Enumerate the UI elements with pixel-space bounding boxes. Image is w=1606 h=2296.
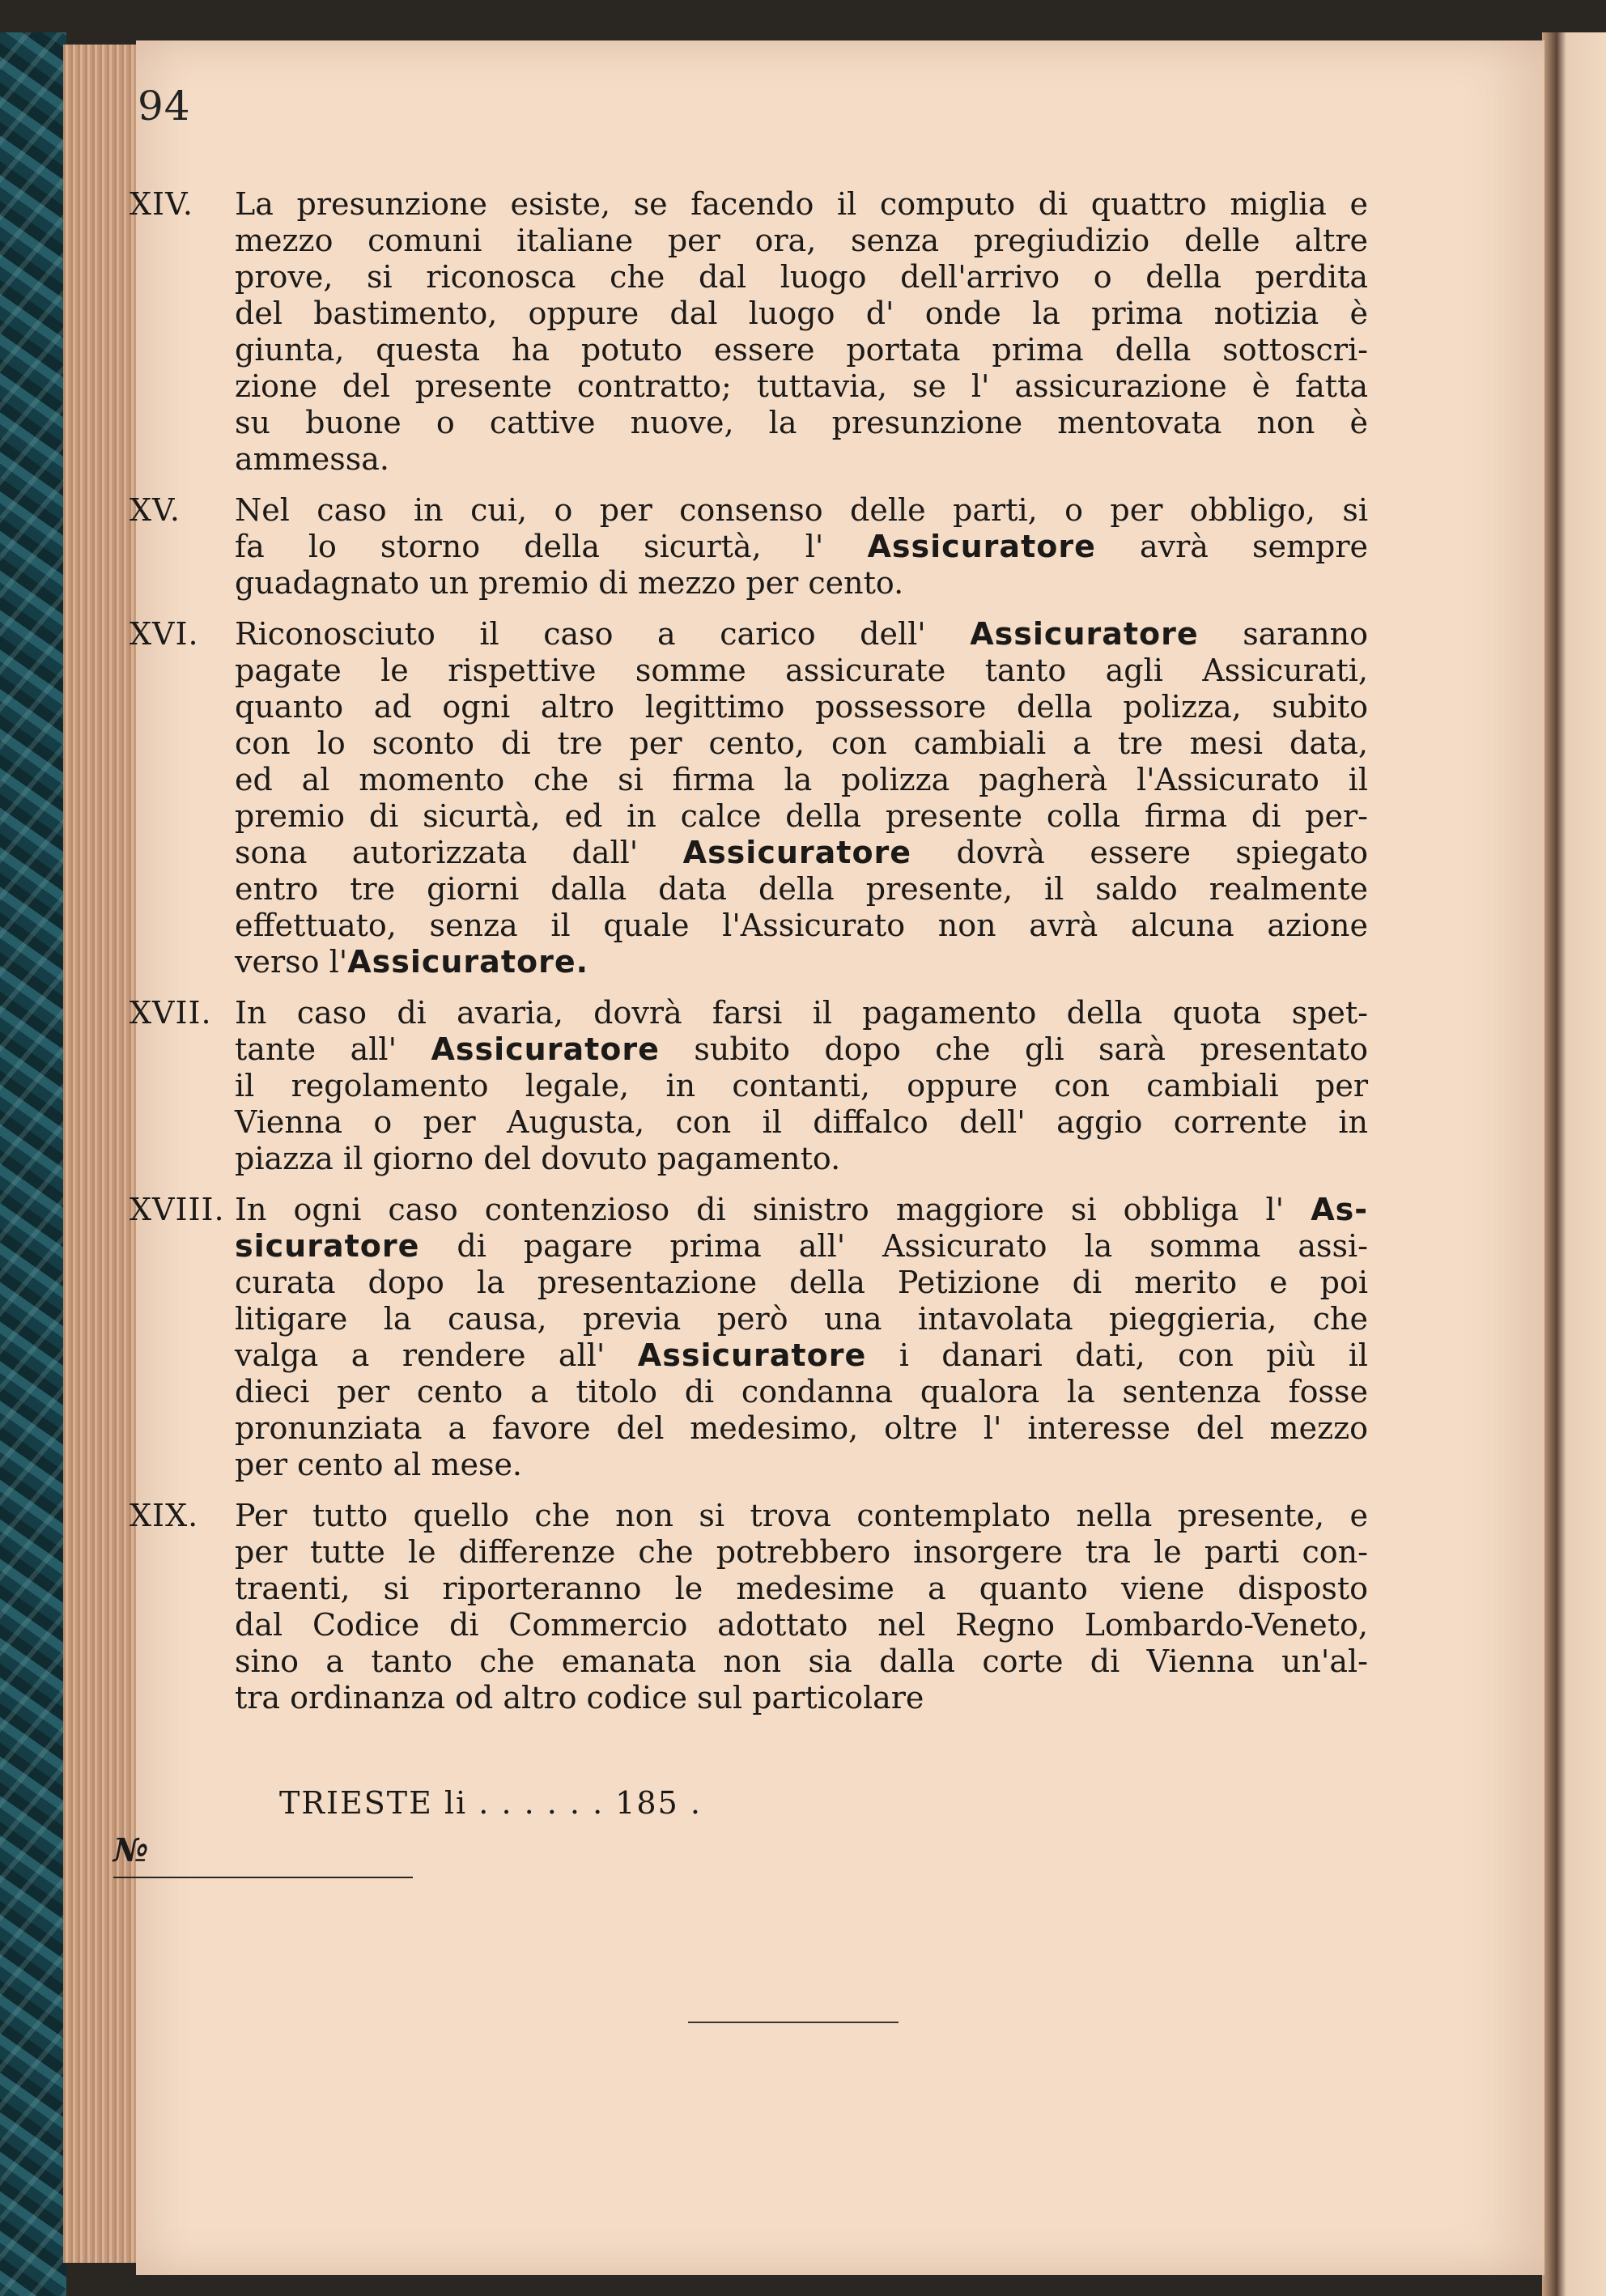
article	[130, 1498, 1368, 1716]
article-line: zione del presente contratto; tuttavia, se l' assicurazione è fatta	[235, 368, 1368, 404]
article-line: su buone o cattive nuove, la presunzione mentovata non è	[235, 405, 1368, 440]
article-line: valga a rendere all' Assicuratore i danari dati, con più il	[235, 1337, 1368, 1373]
article-line: ed al momento che si firma la polizza pagherà l'Assicurato il	[235, 762, 1368, 797]
assicuratore-term: Assicuratore	[970, 616, 1199, 652]
article	[130, 995, 1368, 1177]
article-line: Vienna o per Augusta, con il diffalco dell' aggio corrente in	[235, 1104, 1368, 1140]
article-text	[235, 492, 1368, 602]
article-line: effettuato, senza il quale l'Assicurato non avrà alcuna azione	[235, 908, 1368, 943]
article-line: La presunzione esiste, se facendo il computo di quattro miglia e	[235, 186, 1368, 222]
article-line: litigare la causa, previa però una intavolata pieggieria, che	[235, 1301, 1368, 1337]
article	[130, 186, 1368, 478]
article-line: Nel caso in cui, o per consenso delle parti, o per obbligo, si	[235, 492, 1368, 528]
article-line: con lo sconto di tre per cento, con cambiali a tre mesi data,	[235, 725, 1368, 761]
assicuratore-term: Assicuratore	[637, 1337, 867, 1373]
article-line: per cento al mese.	[235, 1447, 523, 1482]
article	[130, 1192, 1368, 1483]
article-text	[235, 995, 1368, 1177]
article-line: tante all' Assicuratore subito dopo che gli sarà presentato	[235, 1031, 1368, 1067]
book-gutter	[1542, 32, 1606, 2296]
article-numeral: XIX.	[130, 1498, 199, 1533]
article-line: entro tre giorni dalla data della presente, il saldo realmente	[235, 871, 1368, 907]
article-text	[235, 616, 1368, 980]
article-line: Riconosciuto il caso a carico dell' Assicuratore saranno	[235, 616, 1368, 652]
assicuratore-term: Assicuratore	[431, 1031, 660, 1067]
assicuratore-term: Assicuratore.	[347, 944, 589, 980]
articles-list	[130, 186, 1368, 1731]
article-line: il regolamento legale, in contanti, oppure con cambiali per	[235, 1068, 1368, 1103]
article	[130, 492, 1368, 602]
article-line: premio di sicurtà, ed in calce della presente colla firma di per-	[235, 798, 1368, 834]
signature-rule	[113, 1877, 413, 1878]
end-rule	[688, 2022, 899, 2023]
article-line: traenti, si riporteranno le medesime a quanto viene disposto	[235, 1571, 1368, 1606]
article-text	[235, 1192, 1368, 1483]
closing-place-date: TRIESTE li . . . . . . 185 .	[279, 1785, 702, 1821]
article-line: dieci per cento a titolo di condanna qualora la sentenza fosse	[235, 1374, 1368, 1409]
article-line: In caso di avaria, dovrà farsi il pagamento della quota spet-	[235, 995, 1368, 1031]
article-line: fa lo storno della sicurtà, l' Assicuratore avrà sempre	[235, 529, 1368, 564]
article-numeral: XVIII.	[130, 1192, 225, 1227]
article-line: curata dopo la presentazione della Petizione di merito e poi	[235, 1265, 1368, 1300]
article-line: Per tutto quello che non si trova contemplato nella presente, e	[235, 1498, 1368, 1533]
article-line: sona autorizzata dall' Assicuratore dovrà essere spiegato	[235, 835, 1368, 870]
article-line: dal Codice di Commercio adottato nel Regno Lombardo-Veneto,	[235, 1607, 1368, 1643]
article-text	[235, 1498, 1368, 1716]
page-number: 94	[138, 83, 191, 130]
article	[130, 616, 1368, 980]
article-text	[235, 186, 1368, 478]
page-edges	[63, 45, 138, 2263]
article-line: pronunziata a favore del medesimo, oltre l' interesse del mezzo	[235, 1410, 1368, 1446]
article-line: pagate le rispettive somme assicurate tanto agli Assicurati,	[235, 653, 1368, 688]
number-sign: №	[113, 1831, 149, 1869]
article-line: mezzo comuni italiane per ora, senza pregiudizio delle altre	[235, 223, 1368, 258]
article-numeral: XIV.	[130, 186, 193, 222]
article-line: del bastimento, oppure dal luogo d' onde la prima notizia è	[235, 296, 1368, 331]
assicuratore-term: As-	[1311, 1192, 1368, 1227]
article-line: sicuratore di pagare prima all' Assicurato la somma assi-	[235, 1228, 1368, 1264]
assicuratore-term: Assicuratore	[682, 835, 912, 870]
article-numeral: XV.	[130, 492, 181, 528]
article-line: sino a tanto che emanata non sia dalla corte di Vienna un'al-	[235, 1643, 1368, 1679]
article-line: In ogni caso contenzioso di sinistro maggiore si obbliga l' As-	[235, 1192, 1368, 1227]
article-line: ammessa.	[235, 441, 389, 477]
article-line: prove, si riconosca che dal luogo dell'arrivo o della perdita	[235, 259, 1368, 295]
assicuratore-term: Assicuratore	[867, 529, 1096, 564]
article-line: piazza il giorno del dovuto pagamento.	[235, 1141, 841, 1176]
article-line: quanto ad ogni altro legittimo possessore della polizza, subito	[235, 689, 1368, 725]
article-line: tra ordinanza od altro codice sul particolare	[235, 1680, 924, 1716]
assicuratore-term: sicuratore	[235, 1228, 420, 1264]
marbled-cover-edge	[0, 32, 66, 2296]
article-line: verso l'Assicuratore.	[235, 944, 589, 980]
article-line: per tutte le differenze che potrebbero insorgere tra le parti con-	[235, 1534, 1368, 1570]
article-line: guadagnato un premio di mezzo per cento.	[235, 565, 904, 601]
article-numeral: XVII.	[130, 995, 212, 1031]
article-numeral: XVI.	[130, 616, 199, 652]
article-line: giunta, questa ha potuto essere portata prima della sottoscri-	[235, 332, 1368, 368]
